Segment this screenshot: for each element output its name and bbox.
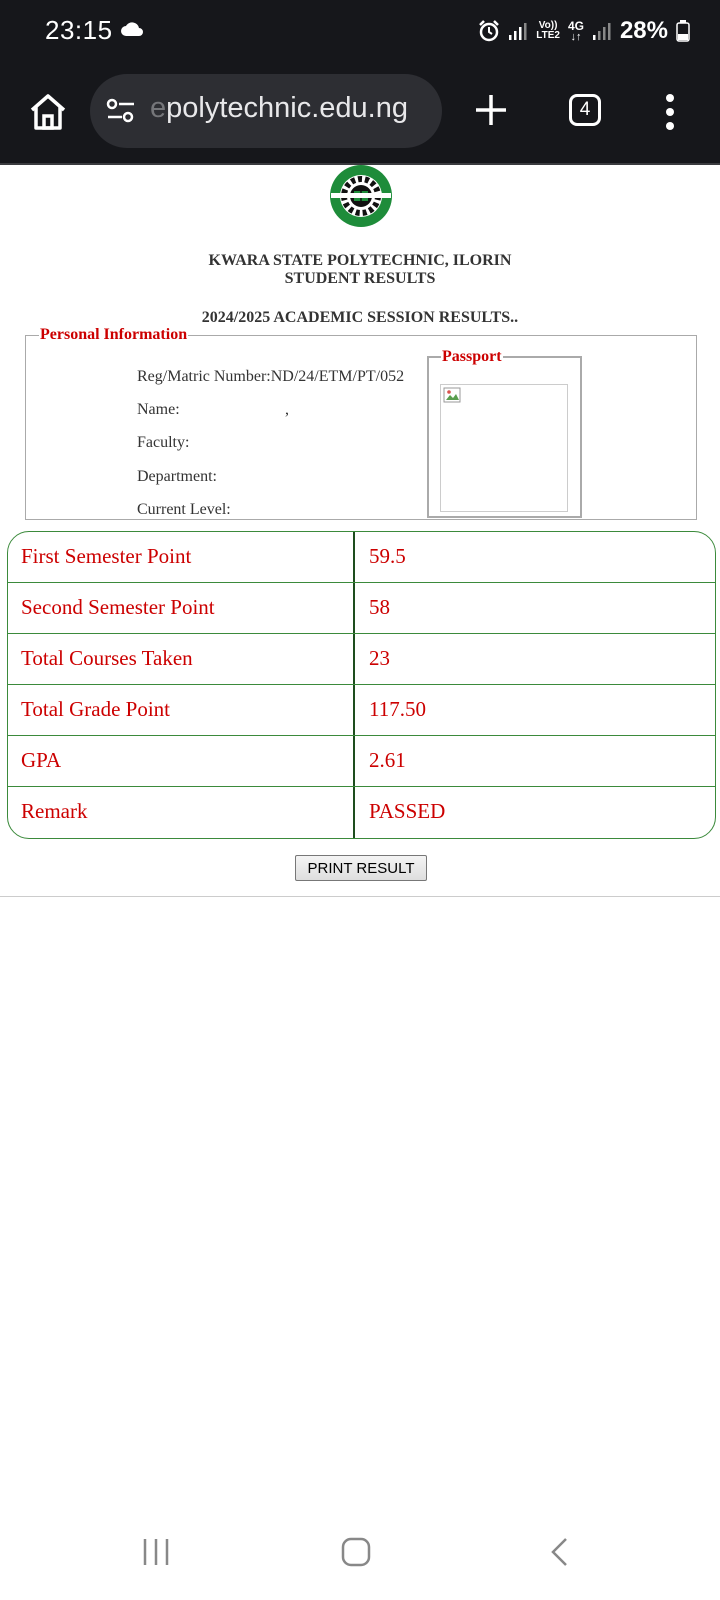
data-arrows-icon: ↓↑ (570, 30, 582, 43)
recent-apps-icon[interactable] (141, 1537, 171, 1567)
volte-indicator (536, 21, 560, 41)
4g-indicator (568, 20, 584, 43)
table-row (8, 532, 715, 583)
faculty-row (137, 434, 189, 452)
status-time: 23:15 (45, 15, 113, 45)
passport-legend: Passport (442, 348, 502, 365)
reg-number-label: Reg/Matric Number: (137, 368, 271, 385)
department-row (137, 468, 217, 486)
passport-photo (440, 384, 568, 512)
home-icon[interactable] (26, 90, 70, 134)
page-subtitle: STUDENT RESULTS (284, 270, 436, 287)
signal-icon (508, 21, 528, 41)
cloud-icon (120, 21, 144, 37)
table-row (8, 634, 715, 685)
result-label: Remark (8, 787, 355, 838)
print-result-button[interactable]: PRINT RESULT (295, 855, 427, 881)
result-value: 2.61 (369, 748, 406, 772)
personal-information-section (25, 326, 697, 520)
result-label: First Semester Point (8, 532, 355, 582)
institution-name: KWARA STATE POLYTECHNIC, ILORIN (208, 252, 512, 269)
system-nav-bar (0, 1520, 720, 1600)
session-title: 2024/2025 ACADEMIC SESSION RESULTS.. (201, 309, 519, 326)
result-label: Second Semester Point (8, 583, 355, 633)
volte-label: Vo)) (538, 20, 558, 31)
page-divider (0, 896, 720, 897)
4g-label: 4G (567, 18, 584, 33)
page-title (0, 252, 720, 288)
reg-number-row (137, 368, 404, 386)
results-table (7, 531, 716, 839)
tab-switcher-button[interactable]: 4 (569, 94, 601, 126)
lte-label: LTE2 (536, 30, 560, 41)
table-row (8, 685, 715, 736)
status-indicators (478, 15, 690, 47)
address-bar[interactable] (90, 74, 442, 148)
result-label: Total Courses Taken (8, 634, 355, 684)
battery-icon (676, 20, 690, 42)
broken-image-icon (443, 387, 463, 405)
plus-icon[interactable] (473, 92, 509, 128)
current-level-label: Current Level: (137, 501, 231, 518)
browser-toolbar (0, 62, 720, 165)
passport-section (427, 348, 582, 518)
result-value: PASSED (369, 799, 446, 823)
result-label: GPA (8, 736, 355, 786)
result-value: 23 (369, 646, 390, 670)
battery-percent: 28% (619, 17, 668, 44)
result-label: Total Grade Point (8, 685, 355, 735)
polytechnic-logo (329, 164, 393, 228)
current-level-row (137, 501, 231, 519)
name-row (137, 401, 289, 419)
table-row (8, 583, 715, 634)
reg-number-value: ND/24/ETM/PT/052 (270, 368, 405, 385)
name-value: , (285, 401, 289, 418)
status-bar (0, 0, 720, 62)
signal-icon-2 (592, 21, 612, 41)
result-value: 58 (369, 595, 390, 619)
faculty-label: Faculty: (137, 434, 190, 451)
alarm-icon (478, 20, 500, 42)
url-text[interactable] (150, 92, 430, 125)
result-value: 59.5 (369, 544, 406, 568)
table-row (8, 736, 715, 787)
back-icon[interactable] (548, 1537, 572, 1567)
url-domain: polytechnic.edu.ng (166, 92, 408, 124)
name-label: Name: (137, 401, 180, 418)
tune-icon[interactable] (106, 98, 136, 124)
result-value: 117.50 (369, 697, 426, 721)
table-row (8, 787, 715, 838)
url-fade-text: e (150, 92, 167, 124)
home-nav-icon[interactable] (341, 1537, 371, 1567)
more-vert-icon[interactable] (664, 92, 676, 132)
department-label: Department: (137, 468, 217, 485)
personal-information-legend: Personal Information (40, 326, 188, 343)
